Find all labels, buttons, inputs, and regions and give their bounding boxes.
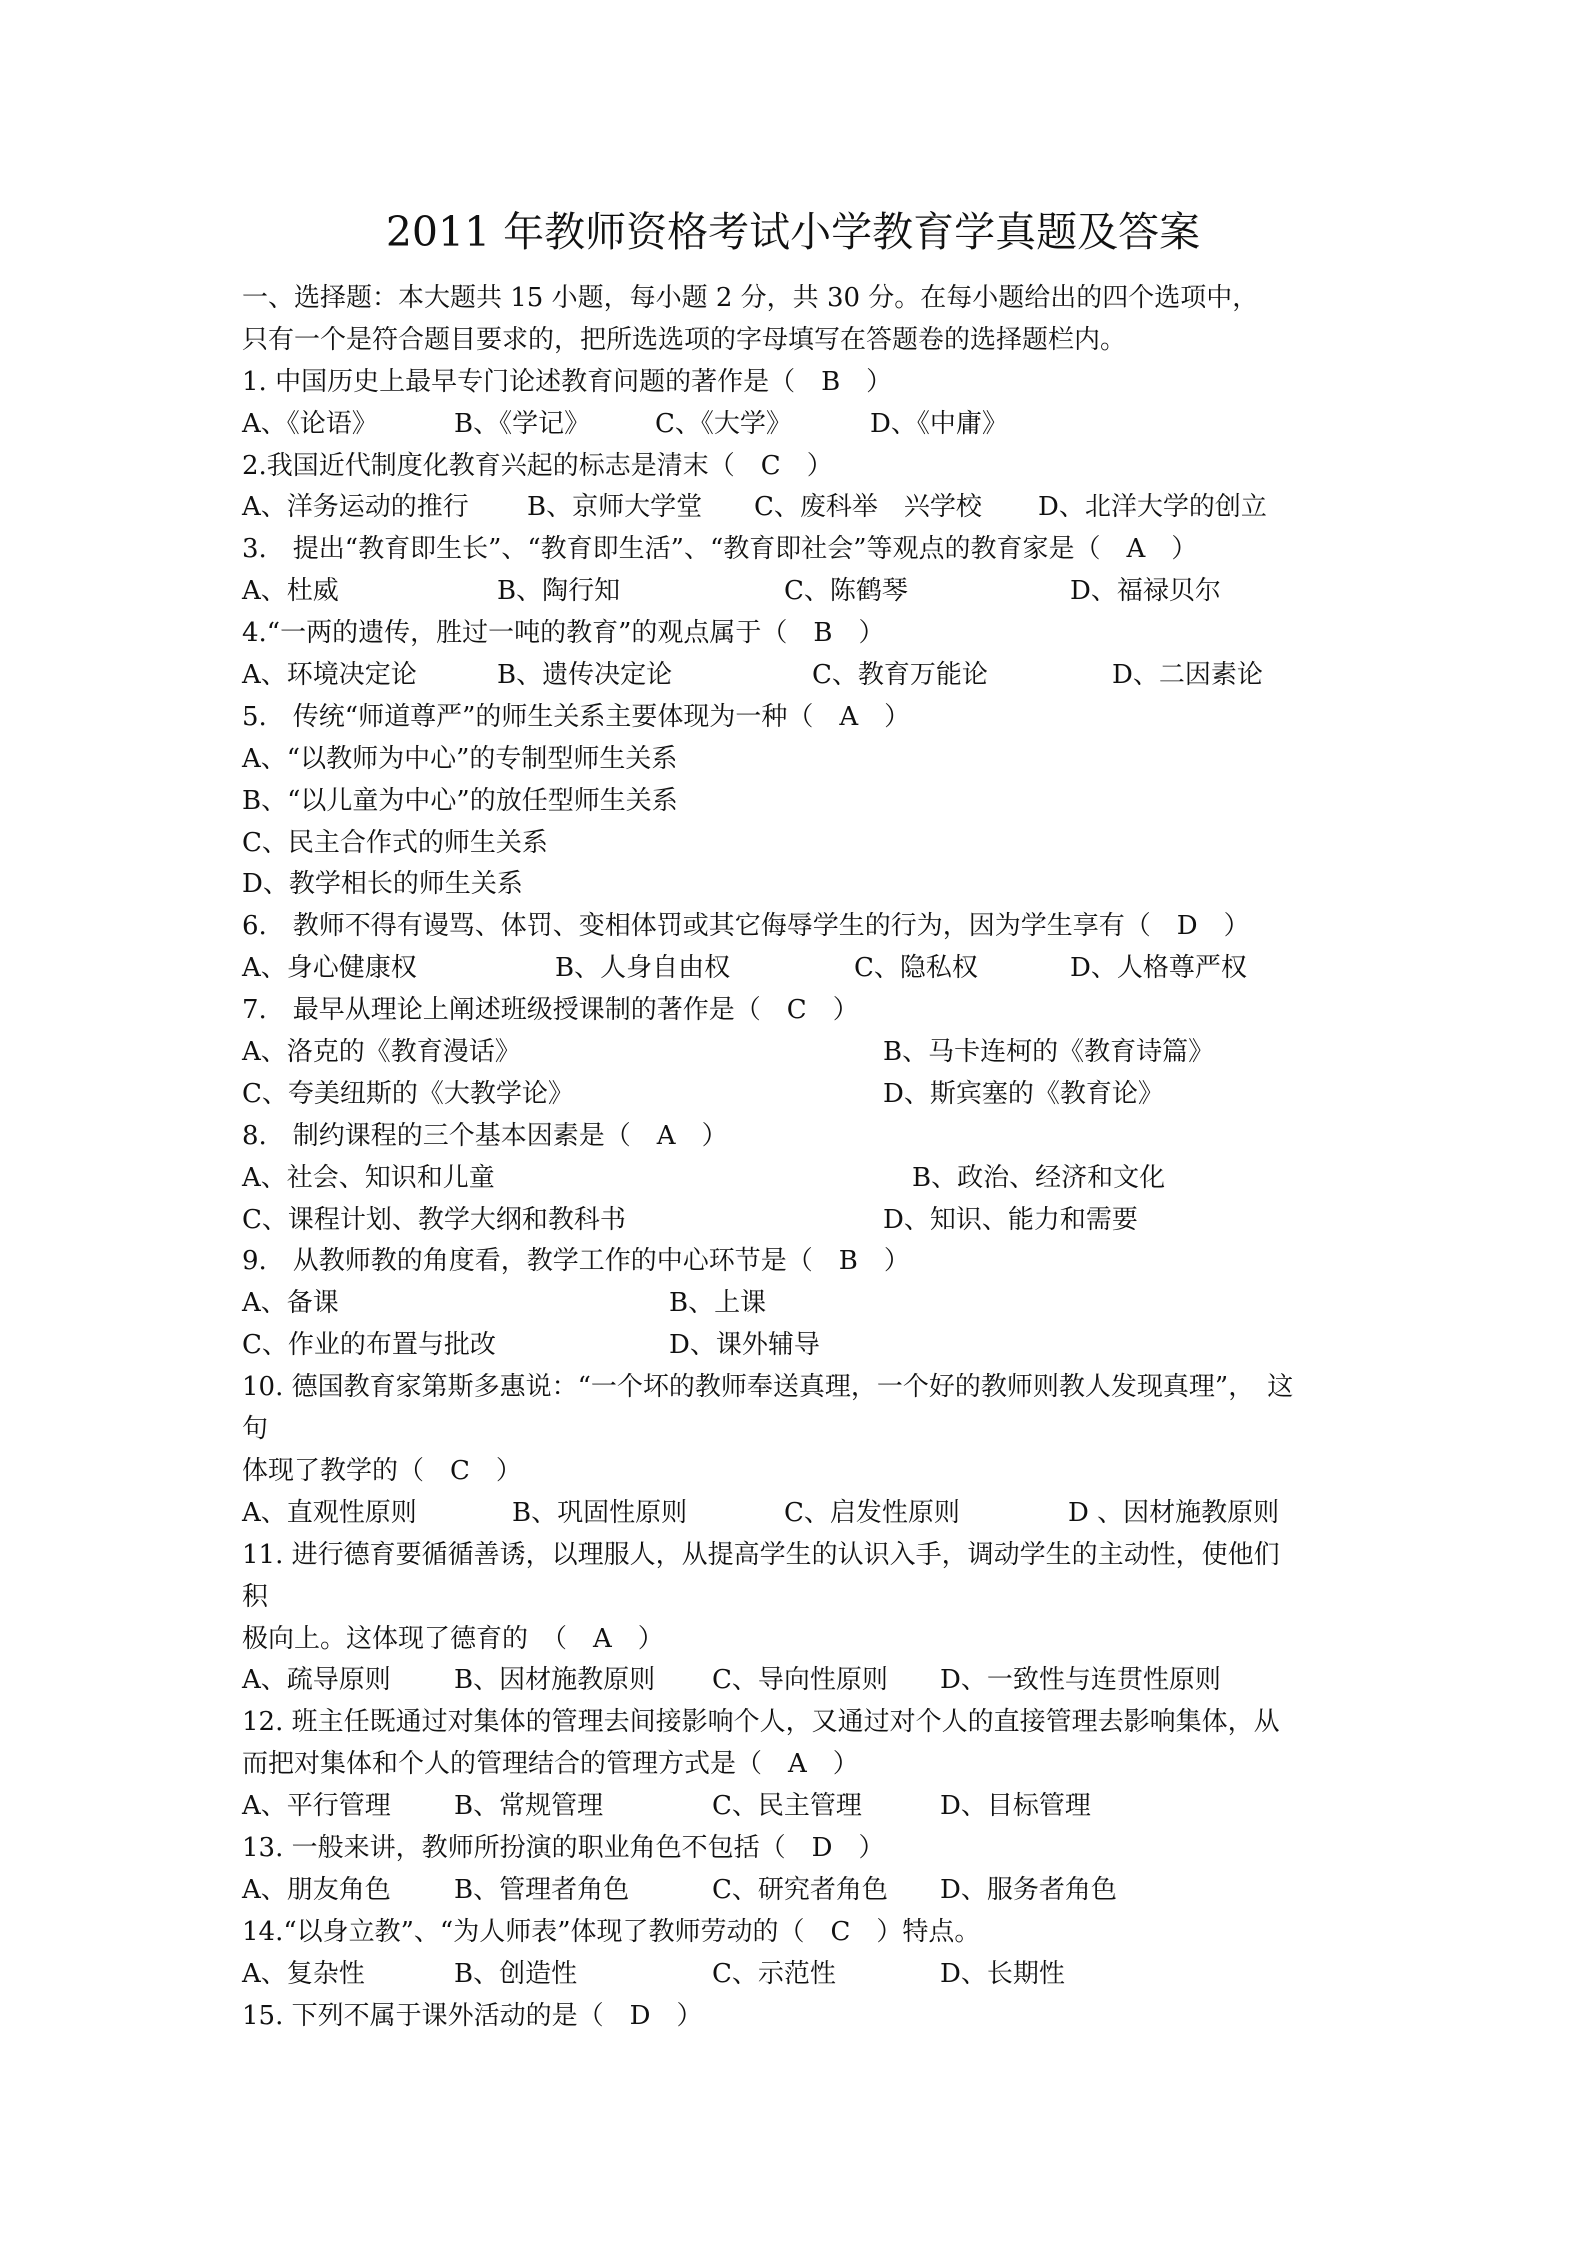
option-row xyxy=(242,655,1362,697)
question-stem: 7. 最早从理论上阐述班级授课制的著作是（ C ） xyxy=(242,995,859,1026)
option-row xyxy=(242,1074,1362,1116)
option-b: B、《学记》 xyxy=(454,408,591,439)
option-a: A、直观性原则 xyxy=(242,1497,417,1528)
option-c: C、《大学》 xyxy=(655,408,792,439)
option-row xyxy=(242,1032,1362,1074)
option-row xyxy=(242,1870,1362,1912)
option-d: D、长期性 xyxy=(940,1958,1065,1989)
option-a: A、杜威 xyxy=(242,576,339,607)
option-c: C、废科举 兴学校 xyxy=(754,492,982,523)
option-row xyxy=(242,1493,1362,1535)
option-b: B、上课 xyxy=(669,1288,767,1319)
question-stem: 11. 进行德育要循循善诱，以理服人，从提高学生的认识入手，调动学生的主动性，使他们 xyxy=(242,1539,1280,1570)
option-row xyxy=(242,1325,1362,1367)
question-stem: 6. 教师不得有谩骂、体罚、变相体罚或其它侮辱学生的行为，因为学生享有（ D ） xyxy=(242,911,1250,942)
question-stem: 而把对集体和个人的管理结合的管理方式是（ A ） xyxy=(242,1749,859,1780)
option-b: B、因材施教原则 xyxy=(454,1665,656,1696)
option-d: D、斯宾塞的《教育论》 xyxy=(883,1078,1164,1109)
intro-line: 一、选择题：本大题共 15 小题，每小题 2 分，共 30 分。在每小题给出的四个选项中， xyxy=(242,283,1259,313)
option-a: A、身心健康权 xyxy=(242,953,417,984)
intro-line: 只有一个是符合题目要求的，把所选选项的字母填写在答题卷的选择题栏内。 xyxy=(242,324,1127,355)
question-stem: 8. 制约课程的三个基本因素是（ A ） xyxy=(242,1120,728,1151)
question-stem: 15. 下列不属于课外活动的是（ D ） xyxy=(242,2000,703,2031)
option-a: A、洛克的《教育漫话》 xyxy=(242,1037,521,1068)
question-stem: 句 xyxy=(242,1414,269,1445)
option-a: A、备课 xyxy=(242,1288,339,1319)
option-b: B、管理者角色 xyxy=(454,1874,630,1905)
option-row xyxy=(242,487,1362,529)
option-a: A、社会、知识和儿童 xyxy=(242,1162,495,1193)
option-d: D、福禄贝尔 xyxy=(1070,576,1221,607)
option-a: A、朋友角色 xyxy=(242,1874,391,1905)
option-line: A、“以教师为中心”的专制型师生关系 xyxy=(242,743,678,774)
option-d: D、北洋大学的创立 xyxy=(1038,492,1267,523)
option-row xyxy=(242,1283,1362,1325)
question-stem: 12. 班主任既通过对集体的管理去间接影响个人，又通过对个人的直接管理去影响集体，从 xyxy=(242,1707,1280,1738)
question-stem: 1. 中国历史上最早专门论述教育问题的著作是（ B ） xyxy=(242,366,893,397)
option-c: C、启发性原则 xyxy=(784,1497,960,1528)
page-title: 2011 年教师资格考试小学教育学真题及答案 xyxy=(385,208,1201,256)
option-d: D、二因素论 xyxy=(1112,660,1263,691)
option-d: D、服务者角色 xyxy=(940,1874,1117,1905)
option-a: A、复杂性 xyxy=(242,1958,365,1989)
option-c: C、民主管理 xyxy=(712,1791,862,1822)
option-b: B、遗传决定论 xyxy=(497,660,673,691)
option-row xyxy=(242,1786,1362,1828)
option-c: C、研究者角色 xyxy=(712,1874,888,1905)
option-b: B、创造性 xyxy=(454,1958,578,1989)
question-stem: 极向上。这体现了德育的 （ A ） xyxy=(242,1623,664,1654)
question-stem: 14.“以身立教”、“为人师表”体现了教师劳动的（ C ）特点。 xyxy=(242,1916,981,1947)
option-line: C、民主合作式的师生关系 xyxy=(242,827,548,858)
option-c: C、夸美纽斯的《大教学论》 xyxy=(242,1078,574,1109)
question-stem: 积 xyxy=(242,1581,269,1612)
option-c: C、陈鹤琴 xyxy=(784,576,908,607)
option-a: A、洋务运动的推行 xyxy=(242,492,469,523)
option-row xyxy=(242,1200,1362,1242)
option-b: B、常规管理 xyxy=(454,1791,604,1822)
option-c: C、隐私权 xyxy=(854,953,978,984)
option-row xyxy=(242,1660,1362,1702)
option-row xyxy=(242,1158,1362,1200)
option-row xyxy=(242,404,1362,446)
question-stem: 10. 德国教育家第斯多惠说：“一个坏的教师奉送真理，一个好的教师则教人发现真理”， 这 xyxy=(242,1372,1294,1403)
option-line: B、“以儿童为中心”的放任型师生关系 xyxy=(242,785,678,816)
option-b: B、政治、经济和文化 xyxy=(912,1162,1166,1193)
option-c: C、作业的布置与批改 xyxy=(242,1330,496,1361)
question-list xyxy=(242,278,1362,2037)
option-d: D 、因材施教原则 xyxy=(1068,1497,1280,1528)
option-b: B、陶行知 xyxy=(497,576,621,607)
option-b: B、京师大学堂 xyxy=(527,492,703,523)
question-stem: 3. 提出“教育即生长”、“教育即生活”、“教育即社会”等观点的教育家是（ A ） xyxy=(242,534,1198,565)
option-c: C、课程计划、教学大纲和教科书 xyxy=(242,1204,626,1235)
option-line: D、教学相长的师生关系 xyxy=(242,869,523,900)
option-a: A、平行管理 xyxy=(242,1791,391,1822)
question-stem: 体现了教学的（ C ） xyxy=(242,1455,522,1486)
question-stem: 2.我国近代制度化教育兴起的标志是清末（ C ） xyxy=(242,450,833,481)
option-d: D、目标管理 xyxy=(940,1791,1091,1822)
option-d: D、《中庸》 xyxy=(870,408,1008,439)
option-row xyxy=(242,571,1362,613)
option-d: D、课外辅导 xyxy=(669,1330,820,1361)
option-d: D、一致性与连贯性原则 xyxy=(940,1665,1221,1696)
option-row xyxy=(242,948,1362,990)
question-stem: 9. 从教师教的角度看，教学工作的中心环节是（ B ） xyxy=(242,1246,910,1277)
option-b: B、马卡连柯的《教育诗篇》 xyxy=(883,1037,1215,1068)
option-b: B、人身自由权 xyxy=(555,953,731,984)
option-d: D、人格尊严权 xyxy=(1070,953,1247,984)
question-stem: 5. 传统“师道尊严”的师生关系主要体现为一种（ A ） xyxy=(242,701,911,732)
option-c: C、教育万能论 xyxy=(812,660,988,691)
option-a: A、疏导原则 xyxy=(242,1665,391,1696)
option-b: B、巩固性原则 xyxy=(512,1497,688,1528)
option-c: C、示范性 xyxy=(712,1958,836,1989)
option-d: D、知识、能力和需要 xyxy=(883,1204,1138,1235)
option-row xyxy=(242,1954,1362,1996)
option-a: A、《论语》 xyxy=(242,408,378,439)
question-stem: 4.“一两的遗传，胜过一吨的教育”的观点属于（ B ） xyxy=(242,618,885,649)
option-a: A、环境决定论 xyxy=(242,660,417,691)
question-stem: 13. 一般来讲，教师所扮演的职业角色不包括（ D ） xyxy=(242,1832,885,1863)
option-c: C、导向性原则 xyxy=(712,1665,888,1696)
